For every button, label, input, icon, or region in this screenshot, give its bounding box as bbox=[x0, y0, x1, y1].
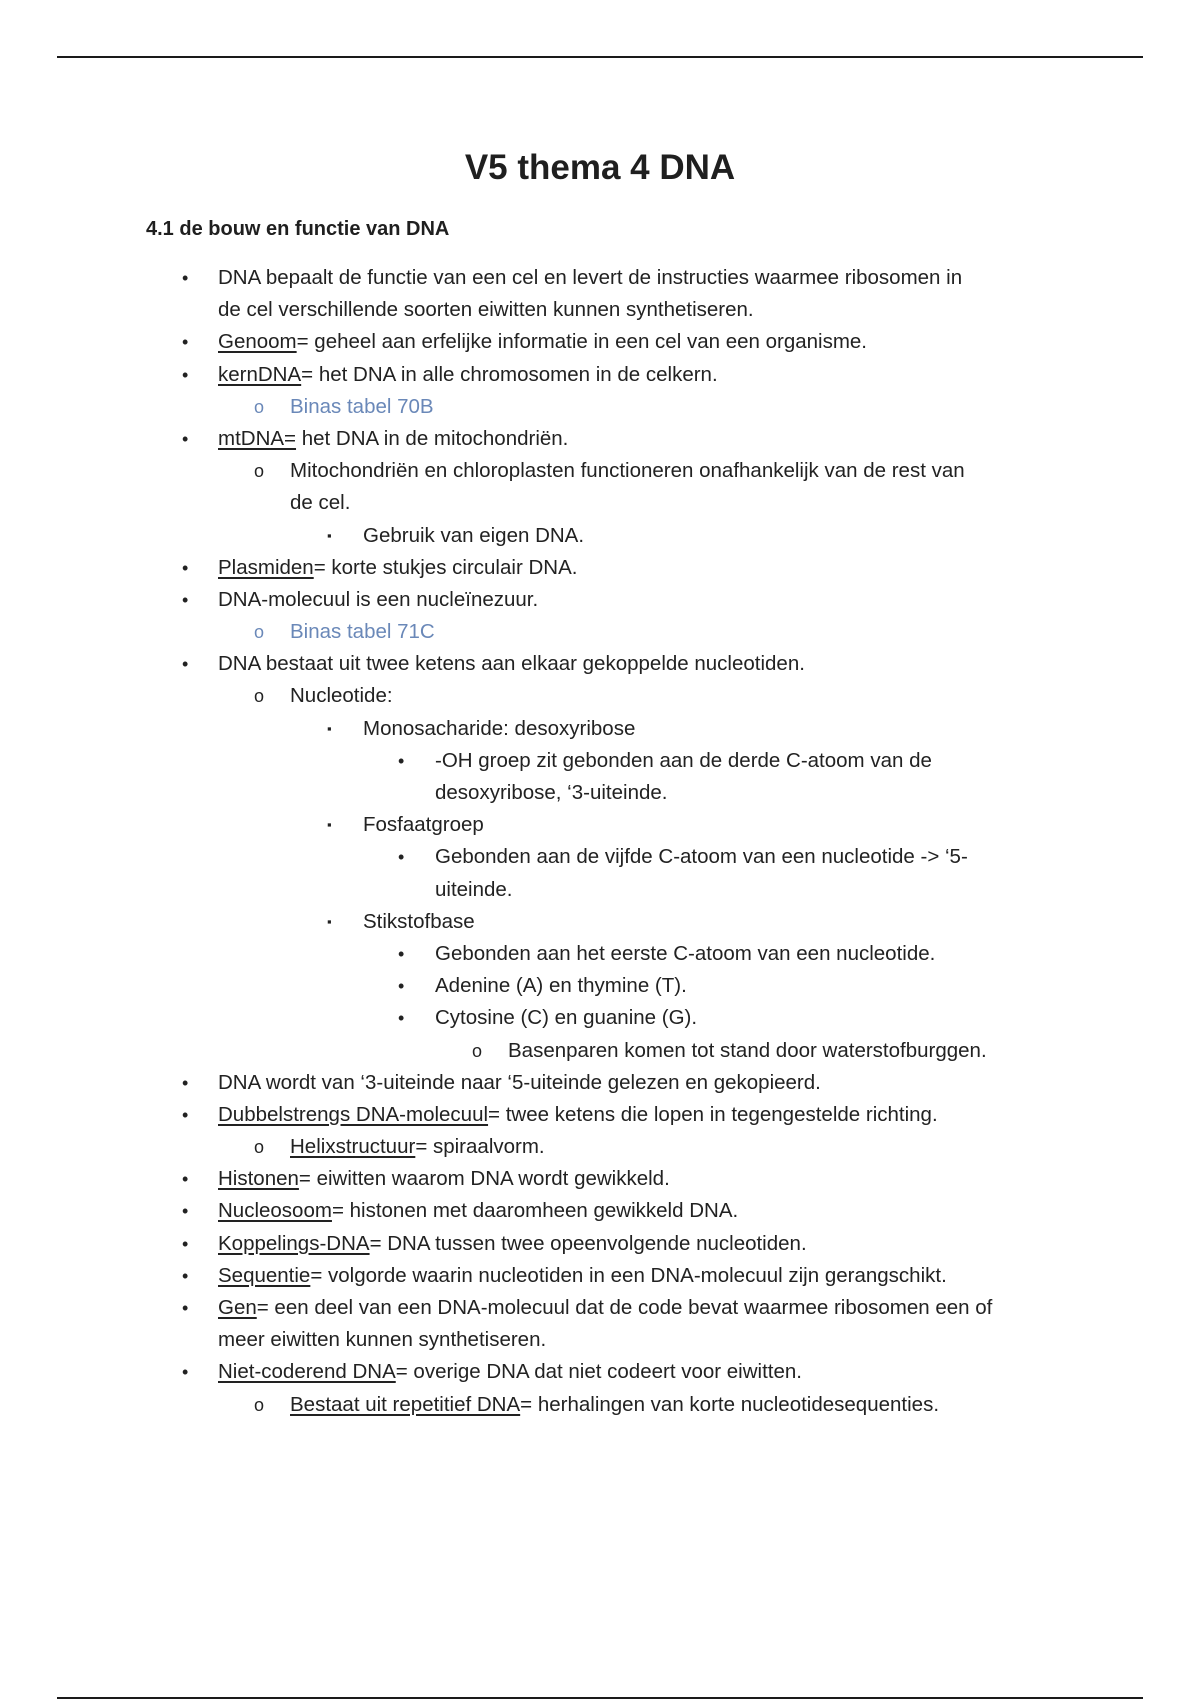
list-item bbox=[0, 455, 1200, 487]
bullet-icon: • bbox=[182, 1169, 189, 1190]
definition: = het DNA in alle chromosomen in de celkern. bbox=[301, 362, 718, 386]
bullet-icon: o bbox=[254, 461, 265, 482]
list-item-text: Nucleotide: bbox=[290, 684, 393, 708]
list-item bbox=[0, 1260, 1200, 1292]
list-item-text: DNA bestaat uit twee ketens aan elkaar gekoppelde nucleotiden. bbox=[218, 652, 805, 676]
list-item bbox=[0, 841, 1200, 873]
bullet-icon: • bbox=[398, 1008, 405, 1029]
term: mtDNA= bbox=[218, 426, 297, 450]
list-item-text: Adenine (A) en thymine (T). bbox=[435, 974, 687, 998]
bullet-icon: • bbox=[182, 654, 189, 675]
list-item-text bbox=[290, 1389, 939, 1421]
term: Gen bbox=[218, 1296, 257, 1319]
bullet-icon: • bbox=[398, 750, 405, 771]
term: Histonen bbox=[218, 1167, 299, 1191]
list-item bbox=[0, 680, 1200, 712]
list-item bbox=[0, 359, 1200, 391]
bullet-icon: • bbox=[398, 976, 405, 997]
list-item bbox=[0, 391, 1200, 423]
bullet-icon: • bbox=[398, 847, 405, 868]
list-item-text: -OH groep zit gebonden aan de derde C-atoom van de bbox=[435, 748, 932, 772]
list-item bbox=[0, 520, 1200, 552]
term: Dubbelstrengs DNA-molecuul bbox=[218, 1102, 489, 1126]
bullet-icon: ▪ bbox=[327, 527, 332, 543]
list-item-text: Mitochondriën en chloroplasten functioneren onafhankelijk van de rest van bbox=[290, 459, 965, 483]
list-item-text: Monosacharide: desoxyribose bbox=[363, 716, 636, 740]
list-item-text: DNA bepaalt de functie van een cel en levert de instructies waarmee ribosomen in bbox=[218, 266, 963, 289]
definition: = spiraalvorm. bbox=[415, 1135, 545, 1159]
definition: = geheel aan erfelijke informatie in een cel van een organisme. bbox=[296, 330, 868, 354]
list-item-text: uiteinde. bbox=[435, 877, 513, 901]
list-item bbox=[0, 1067, 1200, 1099]
list-item-continuation bbox=[0, 1324, 1200, 1356]
list-item bbox=[0, 1163, 1200, 1195]
term: Helixstructuur bbox=[290, 1135, 416, 1159]
bullet-icon: o bbox=[254, 1394, 265, 1415]
list-item-text bbox=[218, 1260, 947, 1292]
list-item-text bbox=[218, 1099, 938, 1131]
list-item bbox=[0, 938, 1200, 970]
list-item-text bbox=[218, 1356, 802, 1388]
list-item-text: meer eiwitten kunnen synthetiseren. bbox=[218, 1328, 547, 1352]
list-item-text bbox=[218, 552, 577, 584]
list-item bbox=[0, 326, 1200, 358]
term: Sequentie bbox=[218, 1263, 311, 1287]
list-item-text: Binas tabel 71C bbox=[290, 620, 435, 644]
list-item-text: Stikstofbase bbox=[363, 909, 475, 933]
list-item-text: Fosfaatgroep bbox=[363, 813, 484, 837]
list-item-text bbox=[218, 326, 867, 358]
list-item bbox=[0, 745, 1200, 777]
bullet-icon: • bbox=[182, 332, 189, 353]
list-item-text: DNA-molecuul is een nucleïnezuur. bbox=[218, 587, 539, 611]
list-item bbox=[0, 616, 1200, 648]
term: Niet-coderend DNA bbox=[218, 1360, 396, 1384]
page-title: V5 thema 4 DNA bbox=[464, 148, 736, 187]
list-item-continuation bbox=[0, 874, 1200, 906]
header-rule bbox=[57, 56, 1143, 58]
list-item bbox=[0, 1389, 1200, 1421]
bullet-icon: • bbox=[182, 557, 189, 578]
list-item-continuation bbox=[0, 777, 1200, 809]
list-item bbox=[0, 970, 1200, 1002]
bullet-icon: o bbox=[254, 1137, 265, 1158]
bullet-icon: ▪ bbox=[327, 913, 332, 929]
section-heading: 4.1 de bouw en functie van DNA bbox=[146, 218, 450, 240]
list-item bbox=[0, 1228, 1200, 1260]
list-item-continuation bbox=[0, 294, 1200, 326]
definition: = volgorde waarin nucleotiden in een DNA-molecuul zijn gerangschikt. bbox=[310, 1263, 947, 1287]
list-item bbox=[0, 423, 1200, 455]
bullet-icon: • bbox=[182, 1298, 189, 1318]
list-item bbox=[0, 1292, 1200, 1324]
list-item bbox=[0, 552, 1200, 584]
bullet-icon: • bbox=[182, 589, 189, 610]
list-item-text bbox=[218, 1228, 807, 1260]
list-item-text bbox=[218, 359, 718, 391]
list-item bbox=[0, 1195, 1200, 1227]
bullet-icon: • bbox=[182, 1104, 189, 1125]
list-item-text bbox=[218, 1195, 738, 1227]
definition: = eiwitten waarom DNA wordt gewikkeld. bbox=[298, 1167, 670, 1191]
bullet-icon: ▪ bbox=[327, 720, 332, 736]
list-item bbox=[0, 1002, 1200, 1034]
list-item bbox=[0, 262, 1200, 294]
bullet-icon: • bbox=[182, 1072, 189, 1093]
list-item-continuation bbox=[0, 487, 1200, 519]
term: Nucleosoom bbox=[218, 1199, 332, 1223]
list-item-text bbox=[218, 1163, 670, 1195]
bullet-icon: • bbox=[182, 268, 189, 288]
definition: = DNA tussen twee opeenvolgende nucleotiden. bbox=[369, 1231, 807, 1255]
list-item-text: Gebonden aan de vijfde C-atoom van een nucleotide -> ‘5- bbox=[435, 845, 968, 869]
bullet-icon: o bbox=[254, 686, 265, 707]
bullet-icon: o bbox=[254, 396, 265, 417]
term: Plasmiden bbox=[218, 555, 314, 579]
definition: = overige DNA dat niet codeert voor eiwitten. bbox=[395, 1360, 802, 1384]
bullet-icon: • bbox=[182, 1265, 189, 1286]
term: Genoom bbox=[218, 330, 297, 354]
bullet-icon: • bbox=[182, 1362, 189, 1383]
term: kernDNA bbox=[218, 362, 302, 386]
list-item bbox=[0, 906, 1200, 938]
notes-list bbox=[0, 262, 1200, 1421]
definition: = twee ketens die lopen in tegengestelde richting. bbox=[488, 1102, 938, 1126]
list-item-text bbox=[218, 1292, 992, 1324]
bullet-icon: o bbox=[254, 622, 265, 643]
list-item-text: de cel verschillende soorten eiwitten kunnen synthetiseren. bbox=[218, 298, 754, 322]
definition: = korte stukjes circulair DNA. bbox=[313, 555, 578, 579]
definition: = een deel van een DNA-molecuul dat de code bevat waarmee ribosomen een of bbox=[256, 1296, 993, 1319]
list-item-text: DNA wordt van ‘3-uiteinde naar ‘5-uiteinde gelezen en gekopieerd. bbox=[218, 1070, 821, 1094]
bullet-icon: o bbox=[472, 1040, 483, 1061]
list-item-text bbox=[218, 423, 568, 455]
term: Koppelings-DNA bbox=[218, 1231, 370, 1255]
term: Bestaat uit repetitief DNA bbox=[290, 1392, 521, 1416]
list-item bbox=[0, 1035, 1200, 1067]
list-item-text bbox=[290, 1131, 545, 1163]
footer-rule bbox=[57, 1697, 1143, 1699]
list-item-text: Gebonden aan het eerste C-atoom van een nucleotide. bbox=[435, 941, 936, 965]
list-item bbox=[0, 1099, 1200, 1131]
list-item-text: Gebruik van eigen DNA. bbox=[363, 523, 585, 547]
definition: = herhalingen van korte nucleotidesequenties. bbox=[520, 1392, 940, 1416]
list-item-text: desoxyribose, ‘3-uiteinde. bbox=[435, 781, 668, 804]
definition: = histonen met daaromheen gewikkeld DNA. bbox=[331, 1199, 739, 1223]
bullet-icon: • bbox=[182, 1233, 189, 1254]
list-item bbox=[0, 1356, 1200, 1388]
list-item bbox=[0, 809, 1200, 841]
bullet-icon: • bbox=[182, 364, 189, 385]
bullet-icon: • bbox=[398, 943, 405, 964]
list-item bbox=[0, 1131, 1200, 1163]
list-item-text: de cel. bbox=[290, 491, 351, 515]
list-item-text: Cytosine (C) en guanine (G). bbox=[435, 1006, 698, 1030]
list-item bbox=[0, 584, 1200, 616]
bullet-icon: • bbox=[182, 1201, 189, 1222]
definition: het DNA in de mitochondriën. bbox=[296, 426, 569, 450]
bullet-icon: ▪ bbox=[327, 817, 332, 833]
bullet-icon: • bbox=[182, 428, 189, 449]
list-item bbox=[0, 713, 1200, 745]
list-item bbox=[0, 648, 1200, 680]
list-item-text: Binas tabel 70B bbox=[290, 394, 434, 418]
list-item-text: Basenparen komen tot stand door waterstofburggen. bbox=[508, 1038, 987, 1062]
